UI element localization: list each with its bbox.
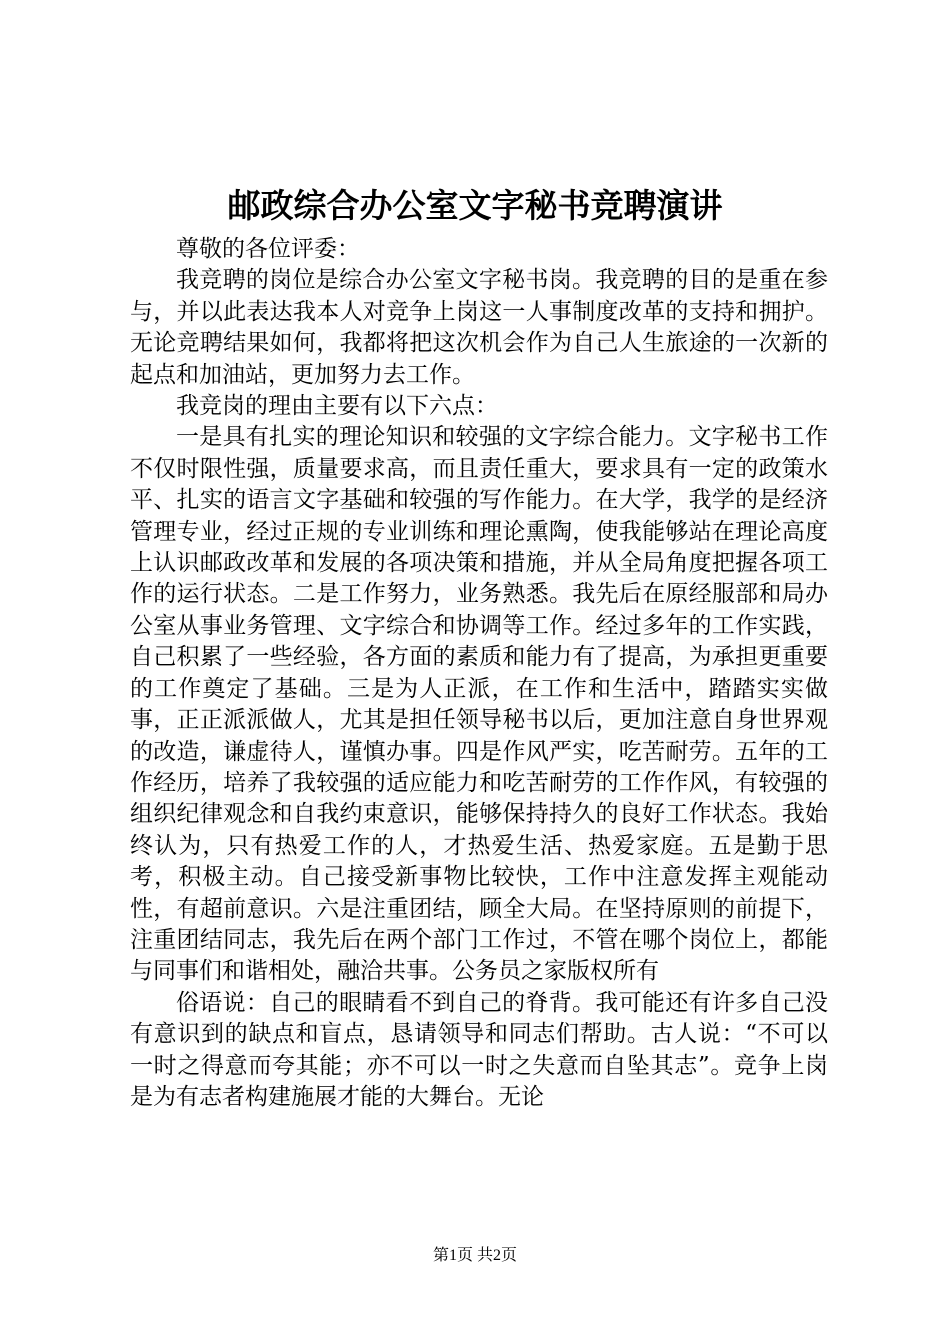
body-paragraph: 我竞聘的岗位是综合办公室文字秘书岗。我竞聘的目的是重在参与，并以此表达我本人对竞争上岗这一人事制度改革的支持和拥护。无论竞聘结果如何，我都将把这次机会作为自己人生旅途的一次新的起点和加油站，更加努力去工作。 xyxy=(130,267,828,388)
document-body xyxy=(130,234,828,1113)
page-number-footer: 第1页 共2页 xyxy=(432,1247,517,1264)
body-paragraph: 一是具有扎实的理论知识和较强的文字综合能力。文字秘书工作不仅时限性强，质量要求高，而且责任重大，要求具有一定的政策水平、扎实的语言文字基础和较强的写作能力。在大学，我学的是经济管理专业，经过正规的专业训练和理论熏陶，使我能够站在理论高度上认识邮政改革和发展的各项决策和措施，并从全局角度把握各项工作的运行状态。二是工作努力，业务熟悉。我先后在原经服部和局办公室从事业务管理、文字综合和协调等工作。经过多年的工作实践，自己积累了一些经验，各方面的素质和能力有了提高，为承担更重要的工作奠定了基础。三是为人正派，在工作和生活中，踏踏实实做事，正正派派做人，尤其是担任领导秘书以后，更加注意自身世界观的改造，谦虚待人，谨慎办事。四是作风严实，吃苦耐劳。五年的工作经历，培养了我较强的适应能力和吃苦耐劳的工作作风，有较强的组织纪律观念和自我约束意识，能够保持持久的良好工作状态。我始终认为，只有热爱工作的人，才热爱生活、热爱家庭。五是勤于思考，积极主动。自己接受新事物比较快，工作中注意发挥主观能动性，有超前意识。六是注重团结，顾全大局。在坚持原则的前提下，注重团结同志，我先后在两个部门工作过，不管在哪个岗位上，都能与同事们和谐相处，融洽共事。公务员之家版权所有 xyxy=(130,424,828,985)
salutation-paragraph: 尊敬的各位评委： xyxy=(176,236,360,262)
body-paragraph: 我竞岗的理由主要有以下六点： xyxy=(176,393,498,420)
body-paragraph: 俗语说：自己的眼睛看不到自己的脊背。我可能还有许多自己没有意识到的缺点和盲点，恳请领导和同志们帮助。古人说：“不可以一时之得意而夸其能；亦不可以一时之失意而自坠其志”。竞争上岗是为有志者构建施展才能的大舞台。无论 xyxy=(130,989,828,1110)
document-title: 邮政综合办公室文字秘书竞聘演讲 xyxy=(227,186,723,225)
